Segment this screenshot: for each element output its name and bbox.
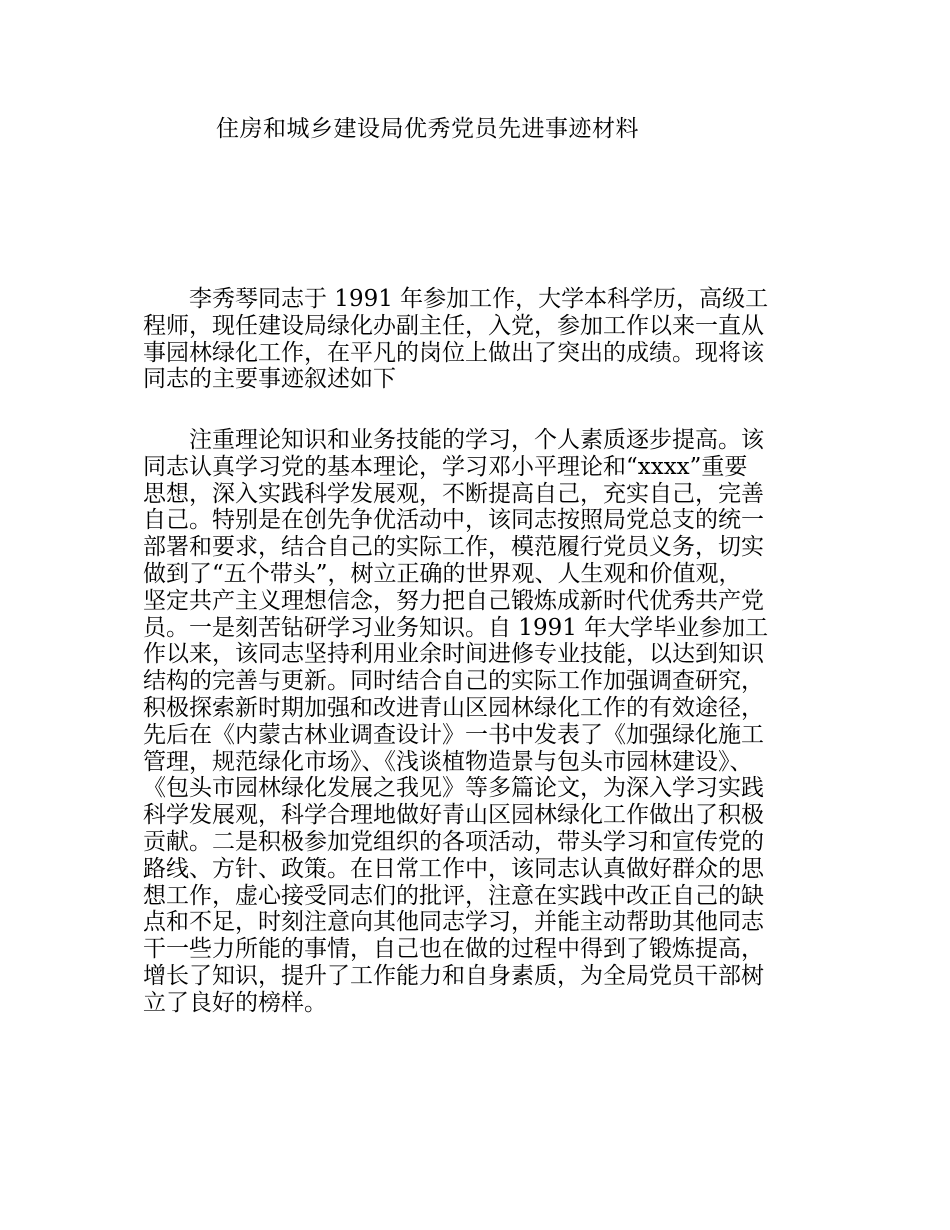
text-line: 先后在《内蒙古林业调查设计》一书中发表了《加强绿化施工 [143,721,764,748]
text-line: 思想，深入实践科学发展观，不断提高自己，充实自己，完善 [143,480,764,507]
paragraph-deeds [143,427,815,1017]
paragraph-intro [143,286,815,393]
text-line: 李秀琴同志于 1991 年参加工作，大学本科学历，高级工 [143,286,769,312]
text-line: 点和不足，时刻注意向其他同志学习，并能主动帮助其他同志 [143,909,764,936]
text-line: 同志认真学习党的基本理论，学习邓小平理论和“xxxx”重要 [143,453,748,480]
text-line: 作以来，该同志坚持利用业余时间进修专业技能，以达到知识 [143,641,764,668]
text-line: 程师，现任建设局绿化办副主任，入党，参加工作以来一直从 [143,312,764,339]
text-line: 立了良好的榜样。 [143,989,327,1016]
text-line: 员。一是刻苦钻研学习业务知识。自 1991 年大学毕业参加工 [143,614,769,641]
text-line: 同志的主要事迹叙述如下 [143,366,396,393]
document-title: 住房和城乡建设局优秀党员先进事迹材料 [216,116,639,142]
text-line: 增长了知识，提升了工作能力和自身素质，为全局党员干部树 [143,962,764,989]
text-line: 做到了“五个带头”，树立正确的世界观、人生观和价值观， [143,560,742,587]
text-line: 事园林绿化工作，在平凡的岗位上做出了突出的成绩。现将该 [143,339,764,366]
text-line: 《包头市园林绿化发展之我见》等多篇论文，为深入学习实践 [143,775,764,802]
text-line: 积极探索新时期加强和改进青山区园林绿化工作的有效途径， [143,694,764,721]
text-line: 结构的完善与更新。同时结合自己的实际工作加强调查研究， [143,668,764,695]
text-line: 注重理论知识和业务技能的学习，个人素质逐步提高。该 [143,427,764,453]
text-line: 部署和要求，结合自己的实际工作，模范履行党员义务，切实 [143,534,764,561]
text-line: 科学发展观，科学合理地做好青山区园林绿化工作做出了积极 [143,802,764,829]
text-line: 干一些力所能的事情，自己也在做的过程中得到了锻炼提高， [143,936,764,963]
text-line: 贡献。二是积极参加党组织的各项活动，带头学习和宣传党的 [143,828,764,855]
text-line: 想工作，虚心接受同志们的批评，注意在实践中改正自己的缺 [143,882,764,909]
text-line: 管理，规范绿化市场》、《浅谈植物造景与包头市园林建设》、 [143,748,753,775]
text-line: 坚定共产主义理想信念，努力把自己锻炼成新时代优秀共产党 [143,587,764,614]
text-line: 自己。特别是在创先争优活动中，该同志按照局党总支的统一 [143,507,764,534]
text-line: 路线、方针、政策。在日常工作中，该同志认真做好群众的思 [143,855,764,882]
